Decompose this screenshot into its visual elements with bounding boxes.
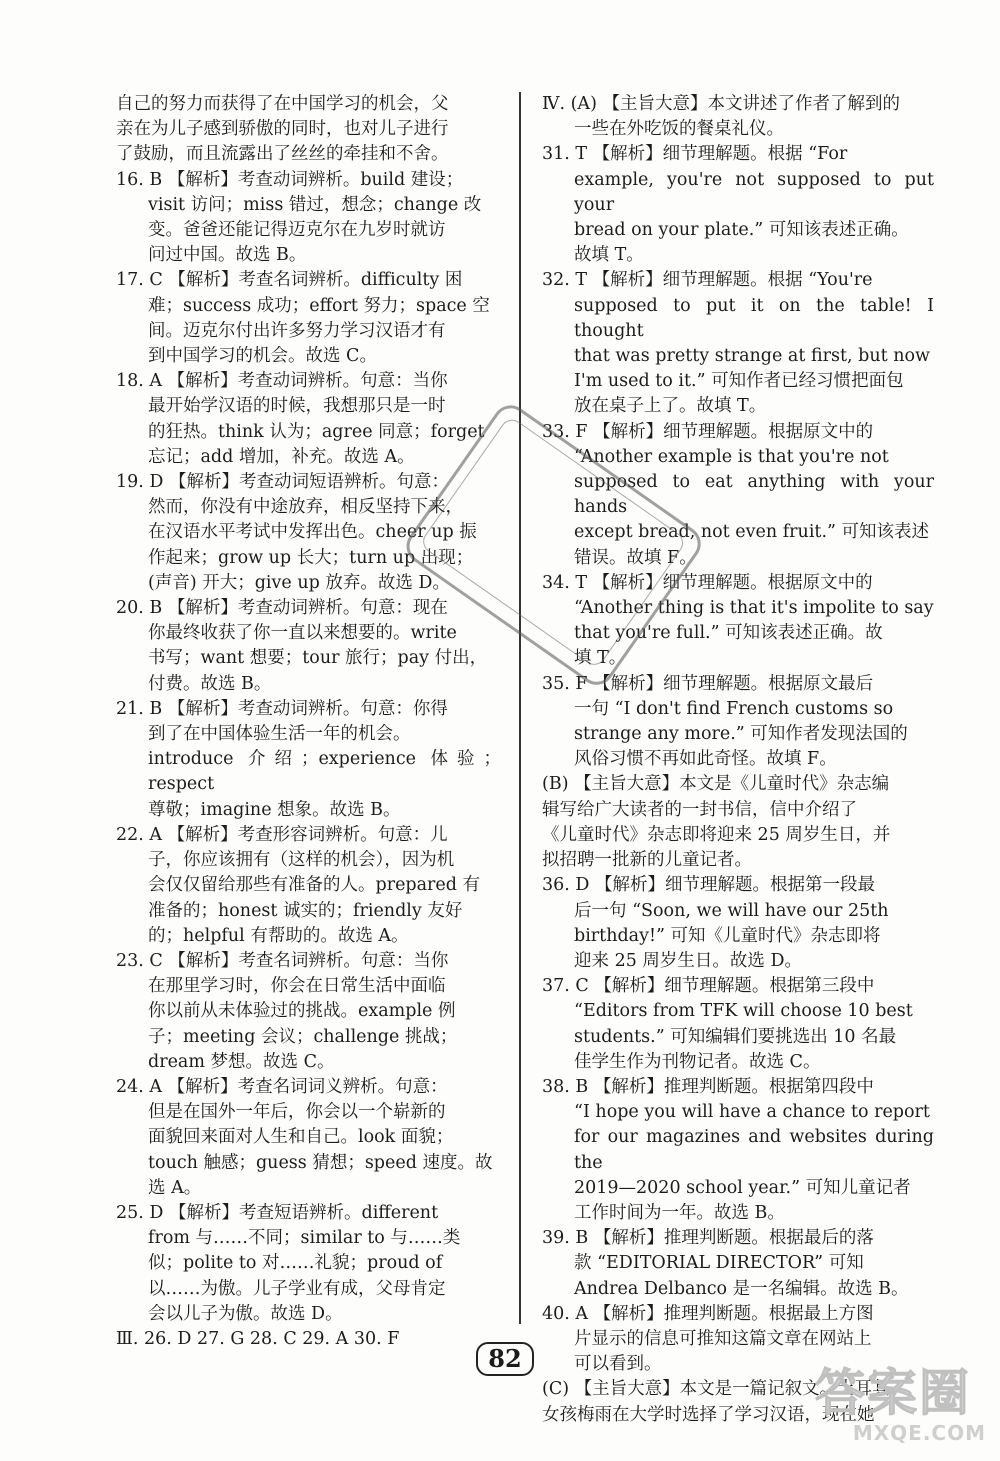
text-line: 到了在中国体验生活一年的机会。: [148, 724, 411, 745]
summary-paragraph: [542, 772, 934, 873]
text-line: 16. B 【解析】考查动词辨析。build 建设；: [116, 169, 464, 190]
text-line: 35. F 【解析】细节理解题。根据原文最后: [542, 673, 874, 694]
text-line: students.” 可知编辑们要挑选出 10 名最: [574, 1026, 897, 1047]
answer-item: [116, 369, 501, 470]
text-line: 但是在国外一年后，你会以一个崭新的: [148, 1102, 446, 1123]
text-line: (B) 【主旨大意】本文是《儿童时代》杂志编: [542, 774, 890, 795]
text-line: 会仅仅留给那些有准备的人。prepared 有: [148, 875, 481, 896]
text-line: touch 触感；guess 猜想；speed 速度。故: [148, 1152, 493, 1173]
watermark-url: MXQE.COM: [852, 1421, 986, 1445]
text-line: 面貌回来面对人生和自己。look 面貌；: [148, 1127, 454, 1148]
answer-item: [542, 974, 934, 1075]
text-line: 到中国学习的机会。故选 C。: [148, 346, 377, 367]
text-line: example, you're not supposed to put your: [574, 169, 934, 215]
text-line: 似；polite to 对……礼貌；proud of: [148, 1253, 443, 1274]
answer-item: [542, 1226, 934, 1302]
text-line: 25. D 【解析】考查短语辨析。different: [116, 1202, 439, 1223]
text-line: strange any more.” 可知作者发现法国的: [574, 724, 908, 745]
text-line: 的；helpful 有帮助的。故选 A。: [148, 925, 409, 946]
answer-item: [116, 1201, 501, 1327]
text-line: 自己的努力而获得了在中国学习的机会，父: [116, 94, 449, 114]
text-line: for our magazines and websites during the: [574, 1127, 934, 1173]
page-number: 82: [476, 1342, 534, 1376]
text-line: visit 访问；miss 错过，想念；change 改: [148, 194, 482, 215]
text-line: 33. F 【解析】细节理解题。根据原文中的: [542, 421, 874, 442]
text-line: I'm used to it.” 可知作者已经习惯把面包: [574, 371, 904, 392]
text-line: 在那里学习时，你会在日常生活中面临: [148, 976, 446, 997]
text-line: introduce 介绍；experience 体验；respect: [148, 749, 501, 795]
text-line: except bread, not even fruit.” 可知该表述: [574, 522, 930, 543]
text-line: 子；meeting 会议；challenge 挑战；: [148, 1026, 458, 1047]
text-line: 2019—2020 school year.” 可知儿童记者: [574, 1177, 911, 1198]
text-line: 《儿童时代》杂志即将迎来 25 周岁生日，并: [542, 824, 891, 845]
text-line: 拟招聘一批新的儿童记者。: [542, 850, 752, 871]
text-line: birthday!” 可知《儿童时代》杂志即将: [574, 925, 881, 946]
text-line: 书写；want 想要；tour 旅行；pay 付出，: [148, 648, 488, 669]
text-line: 风俗习惯不再如此奇怪。故填 F。: [574, 749, 837, 770]
text-line: 19. D 【解析】考查动词短语辨析。句意：: [116, 472, 449, 493]
text-line: 在汉语水平考试中发挥出色。cheer up 振: [148, 522, 477, 543]
text-line: 34. T 【解析】细节理解题。根据原文中的: [542, 572, 873, 593]
text-line: 一些在外吃饭的餐桌礼仪。: [574, 119, 784, 140]
text-line: 17. C 【解析】考查名词辨析。difficulty 困: [116, 270, 463, 291]
text-line: 一句 “I don't find French customs so: [574, 698, 894, 719]
text-line: 38. B 【解析】推理判断题。根据第四段中: [542, 1076, 874, 1097]
column-divider: [519, 92, 521, 1324]
text-line: 会以儿子为傲。故选 D。: [148, 1303, 343, 1324]
text-line: 间。迈克尔付出许多努力学习汉语才有: [148, 320, 446, 341]
answer-item: [542, 142, 934, 268]
summary-paragraph: [116, 92, 501, 168]
text-line: 了鼓励，而且流露出了丝丝的牵挂和不舍。: [116, 144, 449, 165]
text-line: supposed to eat anything with your hands: [574, 472, 934, 518]
answer-item: [542, 268, 934, 419]
text-line: that you're full.” 可知该表述正确。故: [574, 623, 883, 644]
text-line: 变。爸爸还能记得迈克尔在九岁时就访: [148, 220, 446, 241]
text-line: dream 梦想。故选 C。: [148, 1051, 335, 1072]
text-line: 37. C 【解析】细节理解题。根据第三段中: [542, 976, 875, 997]
text-line: 你最终收获了你一直以来想要的。write: [148, 623, 457, 644]
text-line: 可以看到。: [574, 1354, 662, 1375]
answer-item: [542, 1075, 934, 1226]
answer-item: [116, 168, 501, 269]
text-line: 女孩梅雨在大学时选择了学习汉语，现在她: [542, 1404, 875, 1425]
section-heading: [116, 1327, 501, 1352]
text-line: 准备的；honest 诚实的；friendly 友好: [148, 900, 463, 921]
text-line: 后一句 “Soon, we will have our 25th: [574, 900, 889, 921]
text-line: 放在桌子上了。故填 T。: [574, 396, 767, 417]
answer-item: [116, 268, 501, 369]
text-line: 作起来；grow up 长大；turn up 出现；: [148, 547, 474, 568]
text-line: 39. B 【解析】推理判断题。根据最后的落: [542, 1228, 874, 1249]
text-line: “I hope you will have a chance to report: [574, 1102, 930, 1123]
text-line: Ⅳ. (A) 【主旨大意】本文讲述了作者了解到的: [542, 94, 900, 114]
text-line: (声音) 开大；give up 放弃。故选 D。: [148, 572, 450, 593]
text-line: Andrea Delbanco 是一名编辑。故选 B。: [574, 1278, 909, 1299]
text-line: 21. B 【解析】考查动词辨析。句意：你得: [116, 698, 448, 719]
text-line: bread on your plate.” 可知该表述正确。: [574, 220, 909, 241]
answer-item: [116, 1075, 501, 1201]
text-line: 24. A 【解析】考查名词词义辨析。句意：: [116, 1076, 448, 1097]
text-line: 选 A。: [148, 1177, 202, 1198]
text-line: 付费。故选 B。: [148, 673, 272, 694]
text-line: 子，你应该拥有（这样的机会），因为机: [148, 850, 455, 871]
text-line: 最开始学汉语的时候，我想那只是一时: [148, 396, 446, 417]
text-line: “Another thing is that it's impolite to say: [574, 598, 934, 619]
text-line: 23. C 【解析】考查名词辨析。句意：当你: [116, 950, 449, 971]
text-line: 36. D 【解析】细节理解题。根据第一段最: [542, 875, 875, 896]
text-line: 22. A 【解析】考查形容词辨析。句意：儿: [116, 824, 448, 845]
text-line: 然而，你没有中途放弃，相反坚持下来，: [148, 497, 463, 518]
text-line: 亲在为儿子感到骄傲的同时，也对儿子进行: [116, 119, 449, 140]
text-line: 填 T。: [574, 648, 627, 669]
answer-item: [116, 697, 501, 823]
site-watermark-logo: [815, 1365, 990, 1453]
text-line: from 与……不同；similar to 与……类: [148, 1228, 461, 1249]
text-line: 辑写给广大读者的一封书信，信中介绍了: [542, 799, 857, 820]
answer-item: [116, 949, 501, 1075]
text-line: 以……为傲。儿子学业有成，父母肯定: [148, 1278, 446, 1299]
text-line: 款 “EDITORIAL DIRECTOR” 可知: [574, 1253, 864, 1274]
text-line: 错误。故填 F。: [574, 547, 697, 568]
text-line: 忘记；add 增加，补充。故选 A。: [148, 446, 415, 467]
text-line: 迎来 25 周岁生日。故选 D。: [574, 950, 802, 971]
text-line: “Another example is that you're not: [574, 446, 889, 467]
text-line: 问过中国。故选 B。: [148, 245, 307, 266]
text-line: 难；success 成功；effort 努力；space 空: [148, 295, 490, 316]
text-line: 18. A 【解析】考查动词辨析。句意：当你: [116, 371, 448, 392]
text-line: 工作时间为一年。故选 B。: [574, 1202, 785, 1223]
text-line: “Editors from TFK will choose 10 best: [574, 1001, 913, 1022]
text-line: 40. A 【解析】推理判断题。根据最上方图: [542, 1303, 874, 1324]
text-line: supposed to put it on the table! I thought: [574, 295, 934, 341]
text-line: 的狂热。think 认为；agree 同意；forget: [148, 421, 485, 442]
answer-item: [116, 823, 501, 949]
text-line: 片显示的信息可推知这篇文章在网站上: [574, 1328, 872, 1349]
watermark-glyphs: 答案圈: [815, 1364, 971, 1422]
text-line: 你以前从未体验过的挑战。example 例: [148, 1001, 456, 1022]
text-line: that was pretty strange at first, but now: [574, 346, 930, 367]
text-line: 31. T 【解析】细节理解题。根据 “For: [542, 144, 848, 165]
text-line: 尊敬；imagine 想象。故选 B。: [148, 799, 401, 820]
left-column: [116, 92, 501, 1352]
text-line: 32. T 【解析】细节理解题。根据 “You're: [542, 270, 873, 291]
text-line: 20. B 【解析】考查动词辨析。句意：现在: [116, 598, 448, 619]
text-line: 故填 T。: [574, 245, 644, 266]
text-line: (C) 【主旨大意】本文是一篇记叙文。土耳其: [542, 1379, 890, 1400]
right-column: [542, 92, 934, 1428]
answer-item: [542, 873, 934, 974]
text-line: Ⅲ. 26. D 27. G 28. C 29. A 30. F: [116, 1328, 400, 1349]
section-heading: [542, 92, 934, 142]
text-line: 佳学生作为刊物记者。故选 C。: [574, 1051, 821, 1072]
